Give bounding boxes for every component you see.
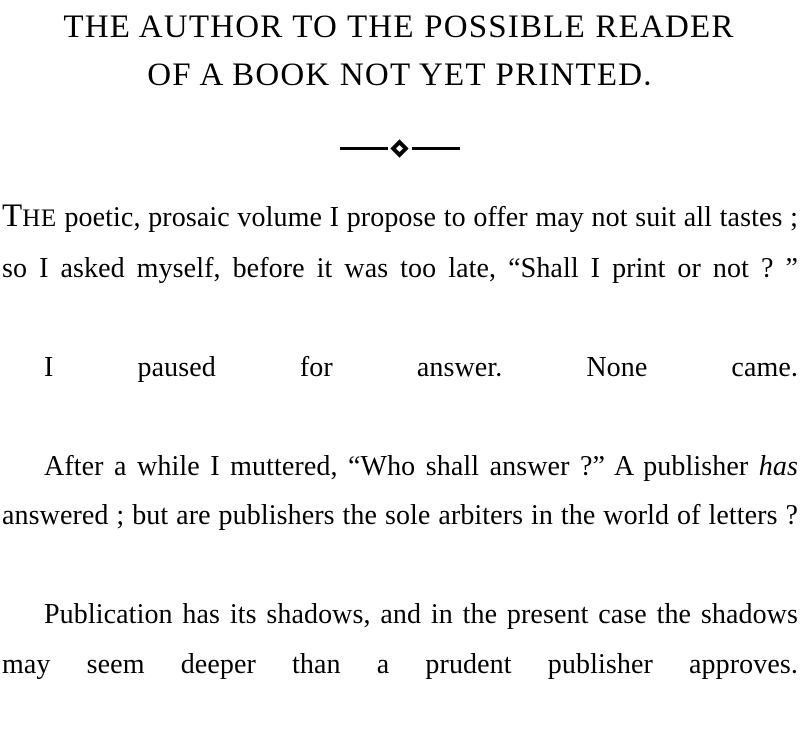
diamond-rule-ornament-icon [340, 138, 460, 158]
ornament-rule-left [340, 147, 388, 150]
body-text [2, 192, 798, 739]
lead-smallcaps: HE [22, 205, 57, 232]
paragraph-1-lead [2, 198, 57, 234]
paragraph-1-text: poetic, prosaic volume I propose to offer may not suit all tastes ; so I asked myself, before it was too late, “Shall I print or not ? ” [2, 202, 798, 284]
paragraph-3-text-before: After a while I muttered, “Who shall answer ?” A publisher [44, 450, 759, 482]
ornament-diamond [390, 139, 408, 157]
ornament-rule-right [412, 147, 460, 150]
page-title [2, 4, 798, 98]
paragraph-3-italic-word: has [758, 450, 798, 482]
paragraph-2: I paused for answer. None came. [44, 351, 798, 383]
paragraph-1 [2, 192, 798, 343]
paragraph-3-text-after: answered ; but are publishers the sole arbiters in the world of letters ? [2, 500, 798, 531]
title-line-1: THE AUTHOR TO THE POSSIBLE READER [63, 9, 735, 45]
book-page [0, 4, 800, 680]
drop-cap: T [2, 198, 23, 234]
paragraph-4: Publication has its shadows, and in the present case the shadows may seem deeper than a prudent publisher approves. [2, 599, 798, 680]
paragraph-3 [2, 442, 798, 591]
title-line-2: OF A BOOK NOT YET PRINTED. [147, 57, 653, 93]
